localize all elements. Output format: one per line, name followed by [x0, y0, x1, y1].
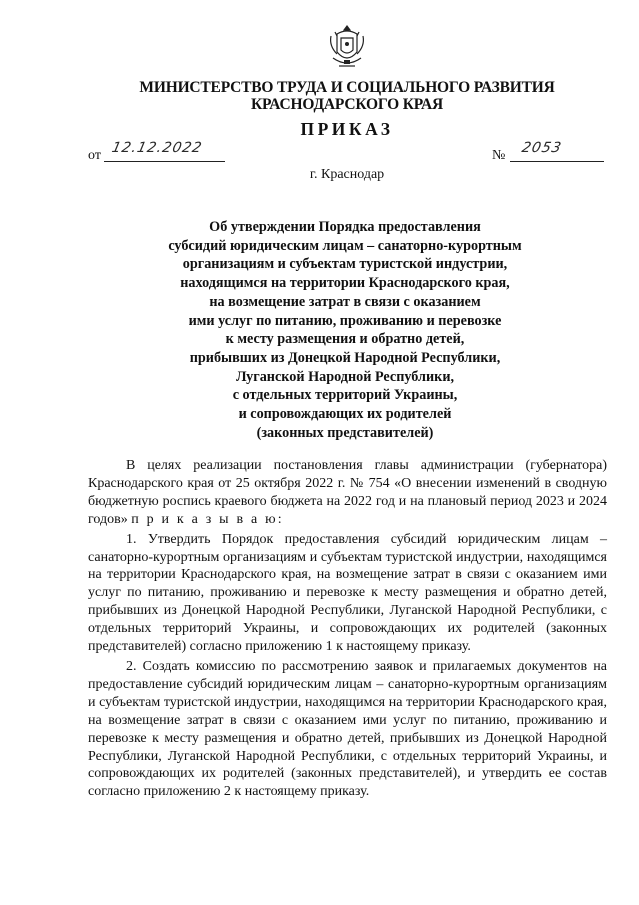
city: г. Краснодар [309, 167, 385, 182]
date-prefix: от [88, 148, 101, 163]
ministry-name-line1: МИНИСТЕРСТВО ТРУДА И СОЦИАЛЬНОГО РАЗВИТИЯ [139, 79, 555, 96]
preamble-paragraph [88, 457, 607, 529]
subject-line: субсидий юридическим лицам – санаторно-курортным [168, 237, 522, 254]
date-underline [104, 161, 225, 162]
number-prefix: № [492, 148, 506, 163]
document-body [88, 457, 607, 801]
number-underline [510, 161, 604, 162]
subject-line: находящимся на территории Краснодарского края, [180, 275, 510, 292]
handwritten-number: 2053 [520, 140, 564, 156]
subject-line: Об утверждении Порядка предоставления [209, 219, 481, 235]
subject-line: прибывших из Донецкой Народной Республики, [189, 349, 501, 366]
handwritten-date: 12.12.2022 [110, 140, 204, 156]
order-verb: п р и к а з ы в а ю: [131, 511, 284, 527]
subject-line: организациям и субъектам туристской индустрии, [182, 256, 508, 273]
ministry-name-line2: КРАСНОДАРСКОГО КРАЯ [250, 96, 444, 113]
document-subject [130, 218, 560, 442]
document-type: ПРИКАЗ [300, 119, 394, 139]
subject-line: к месту размещения и обратно детей, [225, 331, 465, 348]
coat-of-arms-icon [327, 22, 367, 72]
subject-line: ими услуг по питанию, проживанию и перевозке [188, 312, 502, 329]
subject-line: Луганской Народной Республики, [235, 368, 455, 385]
subject-line: на возмещение затрат в связи с оказанием [209, 293, 481, 310]
item-1-paragraph: 1. Утвердить Порядок предоставления субсидий юридическим лицам – санаторно-курортным организациям и субъектам туристской индустрии, находящимся на территории Краснодарского края, на возмещение затрат в связи с оказанием ими услуг по питанию, проживанию и перевозке к месту размещения и обратно детей, прибывших из Донецкой Народной Республики, Луганской Народной Республики, с отдельных территорий Украины, и сопровождающих их родителей (законных представителей) согласно приложению 1 к настоящему приказу. [88, 531, 607, 655]
subject-line: (законных представителей) [256, 424, 434, 441]
preamble-text: В целях реализации постановления главы администрации (губернатора) Краснодарского края от 25 октября 2022 г. № 754 «О внесении изменений в сводную бюджетную роспись краевого бюджета на 2022 год и на плановый период 2023 и 2024 годов» [88, 458, 607, 527]
subject-line: с отдельных территорий Украины, [232, 387, 458, 404]
subject-line: и сопровождающих их родителей [238, 406, 452, 423]
item-2-paragraph: 2. Создать комиссию по рассмотрению заявок и прилагаемых документов на предоставление субсидий юридическим лицам – санаторно-курортным организациям и субъектам туристской индустрии, находящимся на территории Краснодарского края, на возмещение затрат в связи с оказанием ими услуг по питанию, проживанию и перевозке к месту размещения и обратно детей, прибывших из Донецкой Народной Республики, Луганской Народной Республики, с отдельных территорий Украины, и сопровождающих их родителей (законных представителей), и утвердить ее состав согласно приложению 2 к настоящему приказу. [88, 658, 607, 800]
